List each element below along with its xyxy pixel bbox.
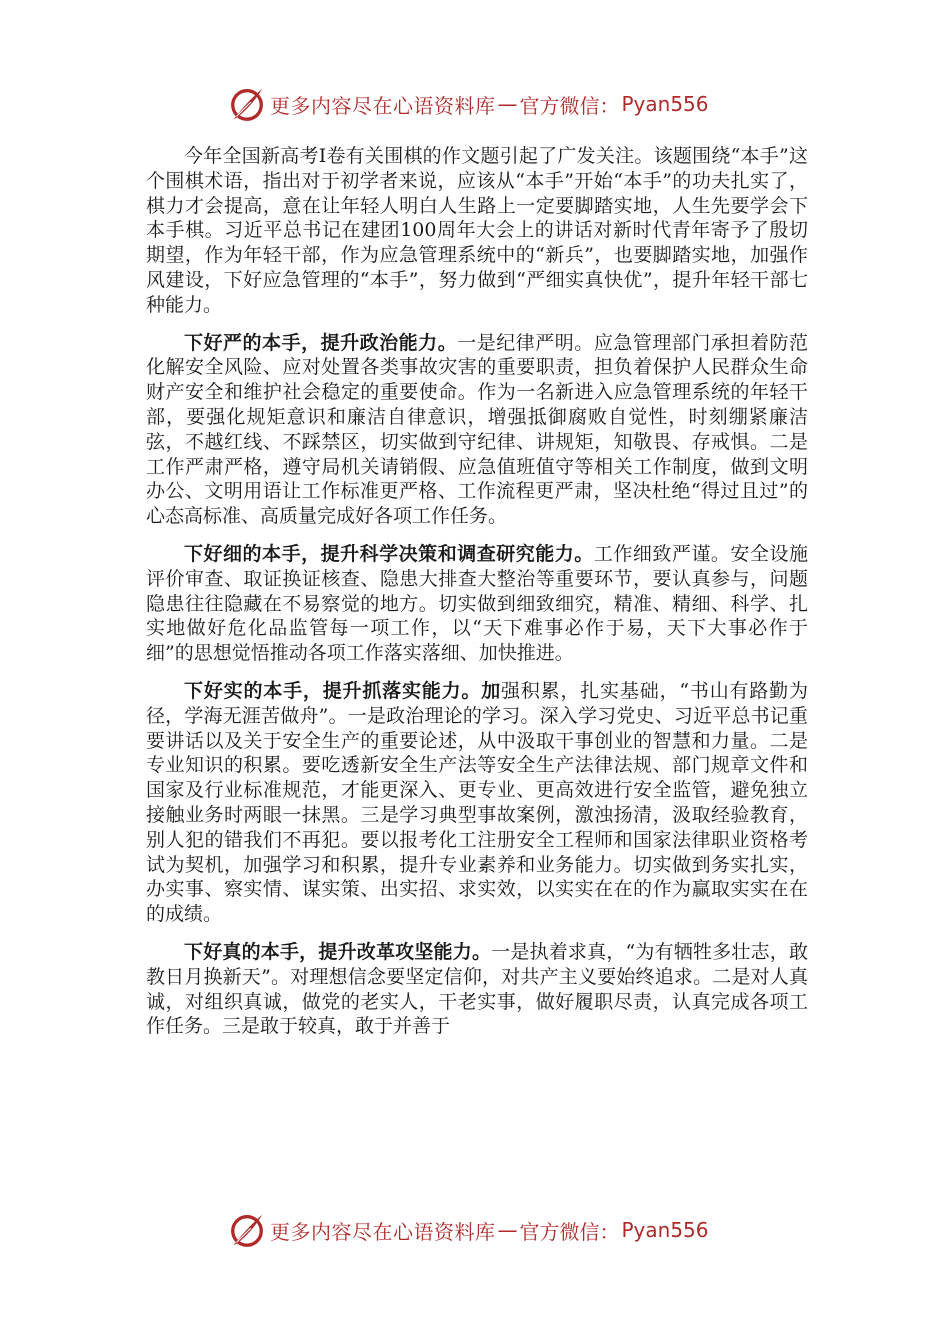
paragraph-solid	[146, 679, 808, 927]
paragraph-text: 一是纪律严明。应急管理部门承担着防范化解安全风险、应对处置各类事故灾害的重要职责，担负着保护人民群众生命财产安全和维护社会稳定的重要使命。作为一名新进入应急管理系统的年轻干部，要强化规矩意识和廉洁自律意识，增强抵御腐败自觉性，时刻绷紧廉洁弦，不越红线、不踩禁区，切实做到守纪律、讲规矩，知敬畏、存戒惧。二是工作严肃严格，遵守局机关请销假、应急值班值守等相关工作制度，做到文明办公、文明用语让工作标准更严格、工作流程更严肃，坚决杜绝“得过且过”的心态高标准、高质量完成好各项工作任务。	[146, 331, 808, 528]
paragraph-strict	[146, 331, 808, 529]
banner-dash: —	[497, 1218, 518, 1242]
paragraph-text: 一是执着求真，“为有牺牲多壮志，敢教日月换新天”。对理想信念要坚定信仰，对共产主义要始终追求。二是对人真诚，对组织真诚，做党的老实人，干老实事，做好履职尽责，认真完成各项工作任务。三是敢于较真，敢于并善于	[146, 940, 808, 1038]
paragraph-text: 强积累，扎实基础，“书山有路勤为径，学海无涯苦做舟”。一是政治理论的学习。深入学习党史、习近平总书记重要讲话以及关于安全生产的重要论述，从中汲取干事创业的智慧和力量。二是专业知识的积累。要吃透新安全生产法等安全生产法律法规、部门规章文件和国家及行业标准规范，才能更深入、更专业、更高效进行安全监管，避免独立接触业务时两眼一抹黑。三是学习典型事故案例，激浊扬清，汲取经验教育，别人犯的错我们不再犯。要以报考化工注册安全工程师和国家法律职业资格考试为契机，加强学习和积累，提升专业素养和业务能力。切实做到务实扎实，办实事、察实情、谋实策、出实招、求实效，以实实在在的作为赢取实实在在的成绩。	[146, 679, 808, 926]
paragraph-lead: 下好实的本手，提升抓落实能力。加	[184, 679, 502, 702]
paragraph-lead: 下好严的本手，提升政治能力。	[184, 331, 458, 354]
banner-slogan: 更多内容尽在心语资料库	[270, 1219, 496, 1244]
header-banner	[228, 84, 709, 124]
paragraph-lead: 下好细的本手，提升科学决策和调查研究能力。	[184, 542, 594, 565]
banner-wechat-label: 官方微信：	[519, 93, 620, 118]
paragraph-intro	[146, 144, 808, 318]
paragraph-text: 今年全国新高考Ⅰ卷有关围棋的作文题引起了广发关注。该题围绕“本手”这个围棋术语，指出对于初学者来说，应该从“本手”开始“本手”的功夫扎实了，棋力才会提高，意在让年轻人明白人生路上一定要脚踏实地，人生先要学会下本手棋。习近平总书记在建团100周年大会上的讲话对新时代青年寄予了殷切期望，作为年轻干部，作为应急管理系统中的“新兵”，也要脚踏实地，加强作风建设，下好应急管理的“本手”，努力做到“严细实真快优”，提升年轻干部七种能力。	[146, 145, 808, 316]
quill-logo-icon	[228, 85, 266, 123]
document-body	[146, 144, 808, 1052]
banner-wechat-handle: Pyan556	[621, 1218, 709, 1242]
banner-wechat-label: 官方微信：	[519, 1219, 620, 1244]
banner-slogan: 更多内容尽在心语资料库	[270, 93, 496, 118]
footer-banner	[228, 1210, 709, 1250]
paragraph-text: 工作细致严谨。安全设施评价审查、取证换证核查、隐患大排查大整治等重要环节，要认真参与，问题隐患往往隐藏在不易察觉的地方。切实做到细致细究，精准、精细、科学、扎实地做好危化品监管每一项工作，以“天下难事必作于易，天下大事必作于细”的思想觉悟推动各项工作落实落细、加快推进。	[146, 542, 808, 665]
quill-logo-icon	[228, 1211, 266, 1249]
banner-wechat-handle: Pyan556	[621, 92, 709, 116]
paragraph-lead: 下好真的本手，提升改革攻坚能力。	[184, 940, 492, 963]
paragraph-detail	[146, 542, 808, 666]
paragraph-true	[146, 940, 808, 1039]
banner-dash: —	[497, 92, 518, 116]
